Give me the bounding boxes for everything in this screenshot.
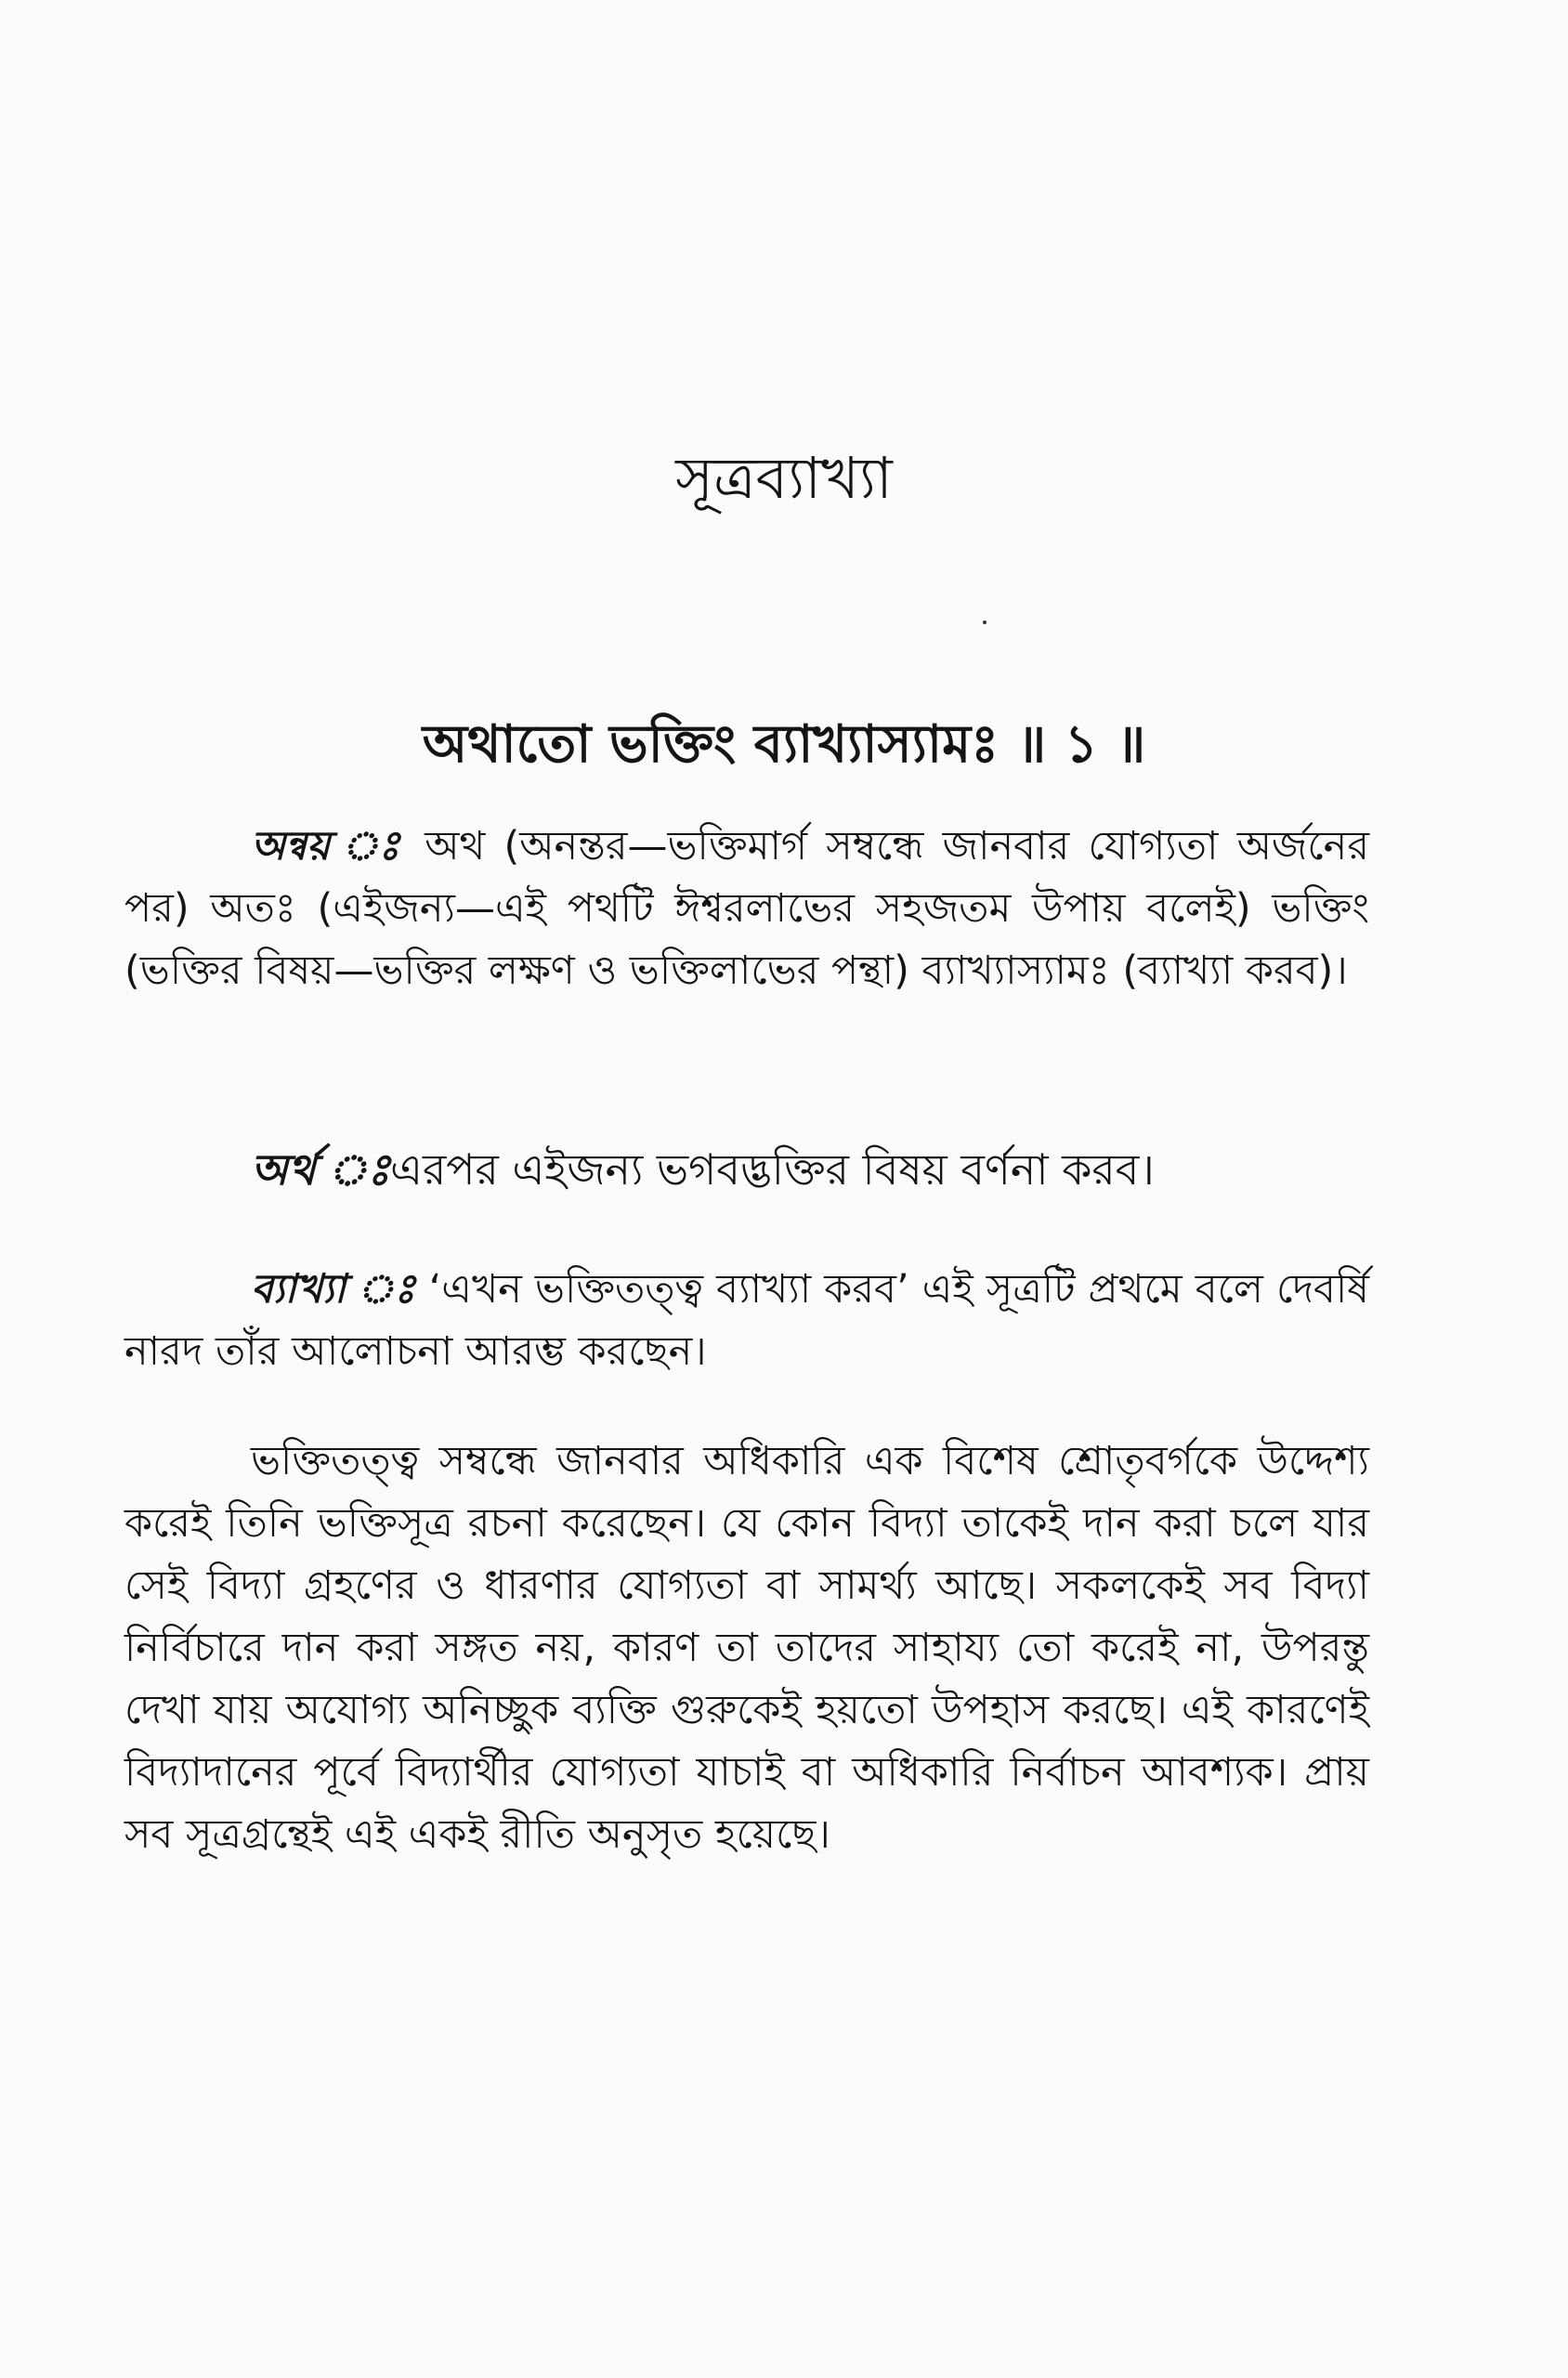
vyakhya-paragraph xyxy=(124,1259,1369,1383)
vyakhya-label: ব্যাখ্যা ঃ xyxy=(251,1266,416,1313)
body-paragraph: ভক্তিতত্ত্ব সম্বন্ধে জানবার অধিকারি এক বিশেষ শ্রোতৃবর্গকে উদ্দেশ্য করেই তিনি ভক্তিসূত্র রচনা করেছেন। যে কোন বিদ্যা তাকেই দান করা চলে যার সেই বিদ্যা গ্রহণের ও ধারণার যোগ্যতা বা সামর্থ্য আছে। সকলকেই সব বিদ্যা নির্বিচারে দান করা সঙ্গত নয়, কারণ তা তাদের সাহায্য তো করেই না, উপরন্তু দেখা যায় অযোগ্য অনিচ্ছুক ব্যক্তি গুরুকেই হয়তো উপহাস করছে। এই কারণেই বিদ্যাদানের পূর্বে বিদ্যার্থীর যোগ্যতা যাচাই বা অধিকারি নির্বাচন আবশ্যক। প্রায় সব সূত্রগ্রন্থেই এই একই রীতি অনুসৃত হয়েছে। xyxy=(124,1438,1369,1858)
artha-paragraph xyxy=(124,1139,1369,1201)
artha-text: এরপর এইজন্য ভগবদ্ভক্তির বিষয় বর্ণনা করব। xyxy=(389,1144,1155,1195)
artha-label: অর্থ ঃ xyxy=(251,1144,390,1195)
anvay-text: অথ (অনন্তর—ভক্তিমার্গ সম্বন্ধে জানবার যোগ্যতা অর্জনের পর) অতঃ (এইজন্য—এই পথটি ঈশ্বরলাভের সহজতম উপায় বলেই) ভক্তিং (ভক্তির বিষয়—ভক্তির লক্ষণ ও ভক্তিলাভের পন্থা) ব্যাখ্যাস্যামঃ (ব্যাখ্যা করব)। xyxy=(124,823,1370,994)
vyakhya-text: ‘এখন ভক্তিতত্ত্ব ব্যাখ্যা করব’ এই সূত্রটি প্রথমে বলে দেবর্ষি নারদ তাঁর আলোচনা আরম্ভ করছেন। xyxy=(124,1266,1369,1375)
page-title: সূত্রব্যাখ্যা xyxy=(675,444,893,512)
sutra-verse: অথাতো ভক্তিং ব্যাখ্যাস্যামঃ ॥ ১ ॥ xyxy=(422,714,1146,775)
anvay-paragraph xyxy=(124,816,1369,1002)
ink-speck xyxy=(983,621,987,624)
anvay-label: অন্বয় ঃ xyxy=(251,823,407,869)
